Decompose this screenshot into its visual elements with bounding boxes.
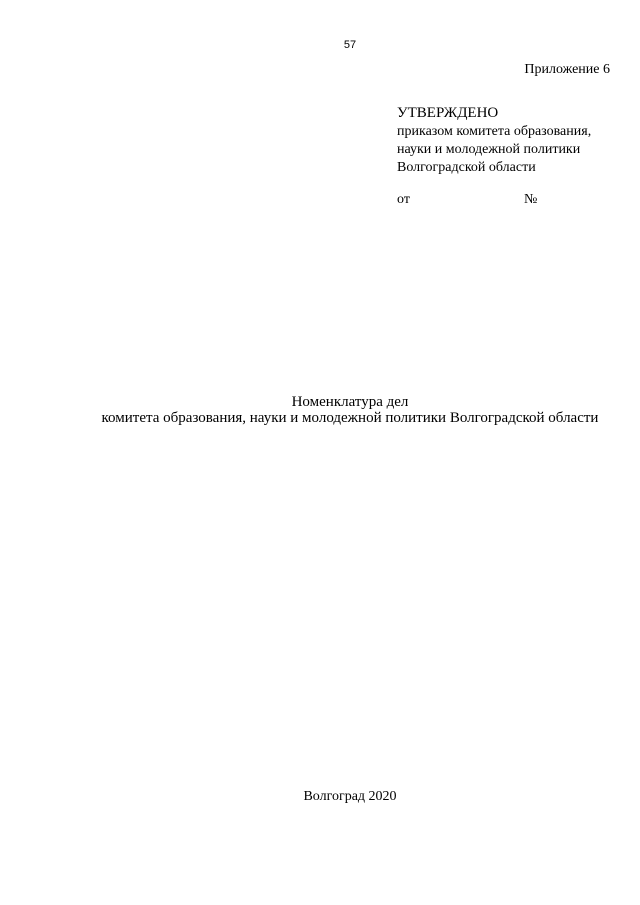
approval-block (397, 104, 591, 177)
approval-date-row (397, 191, 557, 209)
city-year: Волгоград 2020 (303, 789, 397, 804)
document-title: Номенклатура дел (291, 394, 409, 410)
approval-line-2: науки и молодежной политики (397, 142, 581, 157)
approval-line-1: приказом комитета образования, (397, 124, 592, 139)
appendix-label: Приложение 6 (524, 62, 610, 77)
page-number: 57 (343, 39, 357, 51)
document-subtitle: комитета образования, науки и молодежной политики Волгоградской области (101, 410, 599, 426)
approval-line-3: Волгоградской области (397, 160, 536, 175)
approval-number-label: № (524, 192, 538, 207)
approval-title: УТВЕРЖДЕНО (397, 105, 499, 121)
approval-date-label: от (397, 192, 410, 207)
